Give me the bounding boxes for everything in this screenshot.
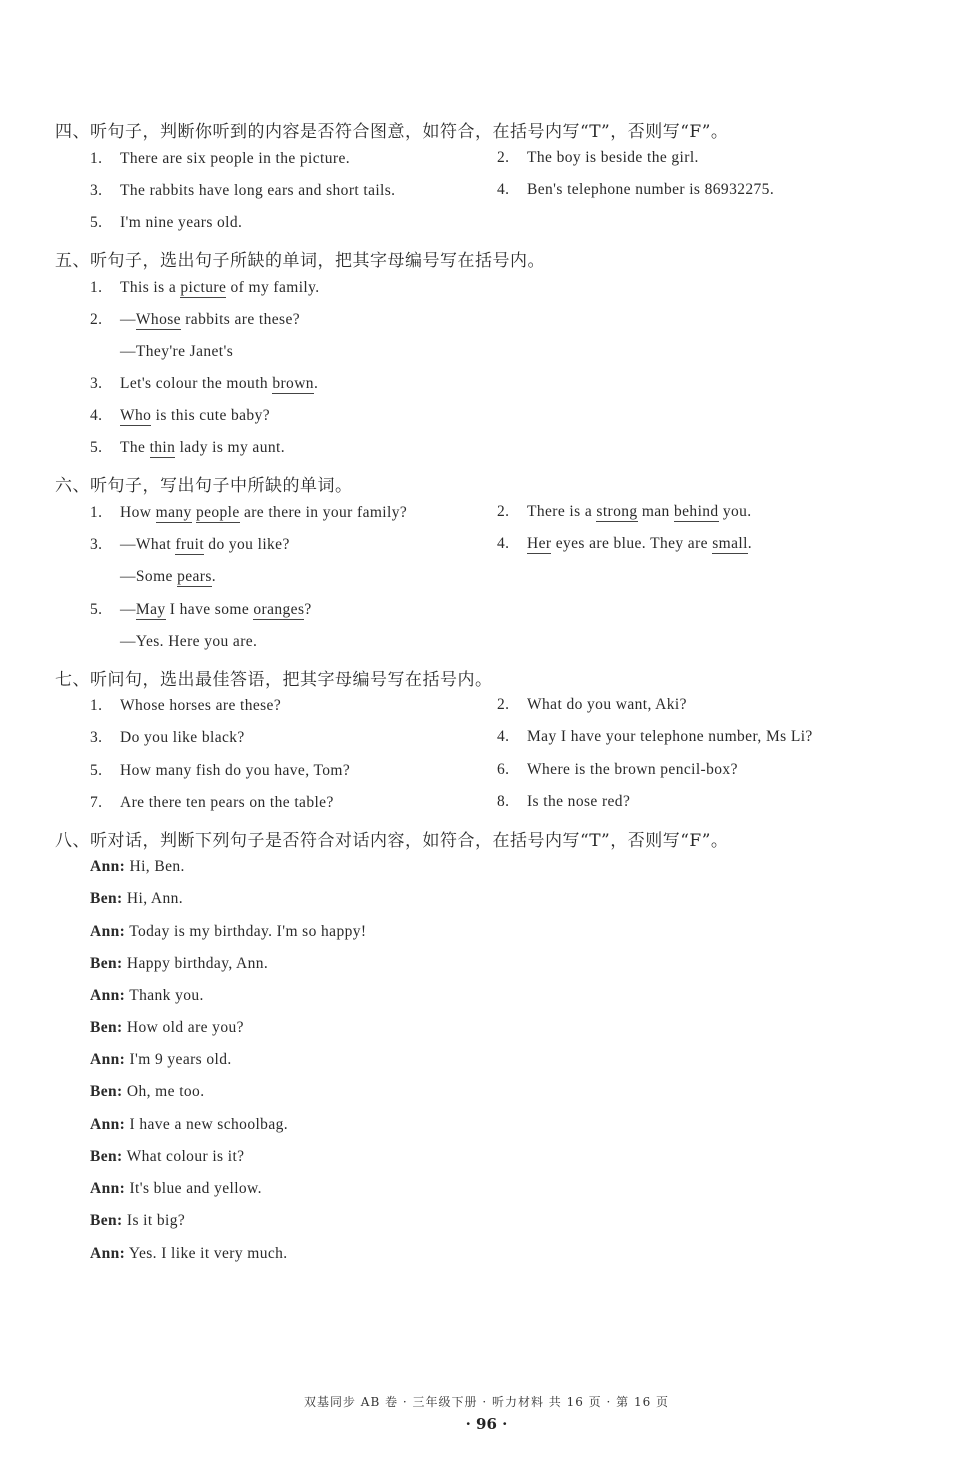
list-item: 6. Where is the brown pencil-box? [497,761,738,778]
dialogue-line: Ben: Happy birthday, Ann. [90,955,269,972]
list-item: —They're Janet's [120,343,234,360]
page-number: · 96 · [465,1415,508,1433]
list-item: —Yes. Here you are. [120,633,258,650]
list-item: 4. Ben's telephone number is 86932275. [497,181,775,198]
dialogue-line: Ben: Hi, Ann. [90,890,184,907]
list-item: 4. Her eyes are blue. They are small. [497,535,753,552]
dialogue-line: Ann: Today is my birthday. I'm so happy! [90,923,367,940]
list-item: 1. Whose horses are these? [90,697,282,714]
list-item: 5. How many fish do you have, Tom? [90,762,351,779]
list-item: 1. There are six people in the picture. [90,150,351,167]
list-item: 2. There is a strong man behind you. [497,503,752,520]
section-5-heading: 五、听句子，选出句子所缺的单词，把其字母编号写在括号内。 [55,251,545,271]
list-item: 2. The boy is beside the girl. [497,149,699,166]
dialogue-line: Ann: It's blue and yellow. [90,1180,262,1197]
section-6-heading: 六、听句子，写出句子中所缺的单词。 [55,476,353,496]
dialogue-line: Ben: How old are you? [90,1019,244,1036]
section-8-heading: 八、听对话，判断下列句子是否符合对话内容，如符合，在括号内写“T”，否则写“F”。 [55,831,729,851]
dialogue-line: Ben: Is it big? [90,1212,186,1229]
list-item: 4. Who is this cute baby? [90,407,271,424]
section-7-heading: 七、听问句，选出最佳答语，把其字母编号写在括号内。 [55,670,493,690]
list-item: —Some pears. [120,568,217,585]
dialogue-line: Ann: Yes. I like it very much. [90,1245,288,1262]
list-item: 7. Are there ten pears on the table? [90,794,334,811]
section-4-heading: 四、听句子，判断你听到的内容是否符合图意，如符合，在括号内写“T”，否则写“F”。 [55,122,729,142]
dialogue-line: Ann: I'm 9 years old. [90,1051,232,1068]
dialogue-line: Ann: I have a new schoolbag. [90,1116,289,1133]
dialogue-line: Ben: Oh, me too. [90,1083,205,1100]
list-item: 3. The rabbits have long ears and short tails. [90,182,396,199]
list-item: 3. Let's colour the mouth brown. [90,375,319,392]
page-footer: 双基同步 AB 卷 · 三年级下册 · 听力材料 共 16 页 · 第 16 页 [303,1395,670,1409]
list-item: 5. The thin lady is my aunt. [90,439,285,456]
list-item: 3. Do you like black? [90,729,245,746]
list-item: 1. How many people are there in your family? [90,504,408,521]
list-item: 3. —What fruit do you like? [90,536,290,553]
list-item: 8. Is the nose red? [497,793,631,810]
list-item: 2. —Whose rabbits are these? [90,311,301,328]
dialogue-line: Ben: What colour is it? [90,1148,245,1165]
list-item: 1. This is a picture of my family. [90,279,320,296]
list-item: 5. I'm nine years old. [90,214,243,231]
dialogue-line: Ann: Thank you. [90,987,204,1004]
list-item: 2. What do you want, Aki? [497,696,687,713]
list-item: 5. —May I have some oranges? [90,601,312,618]
dialogue-line: Ann: Hi, Ben. [90,858,185,875]
list-item: 4. May I have your telephone number, Ms Li? [497,728,813,745]
